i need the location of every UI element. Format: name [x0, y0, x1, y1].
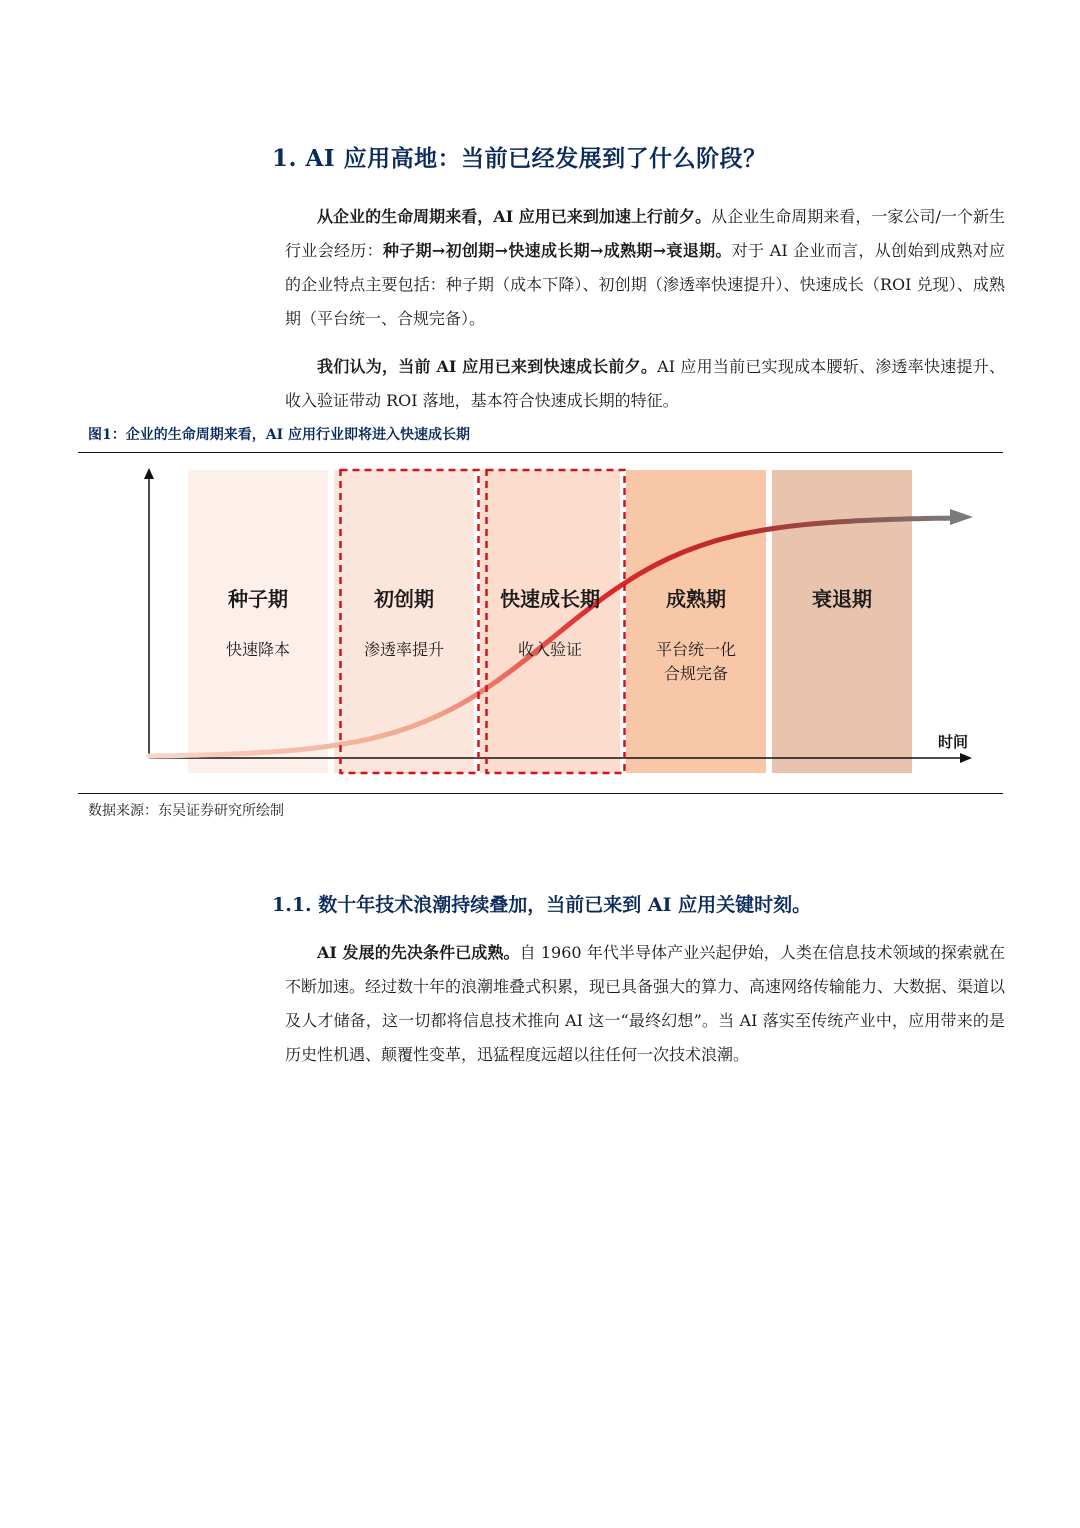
- stage-column-4: [626, 470, 766, 773]
- paragraph-lifecycle: [285, 200, 1005, 336]
- y-axis-arrow: [144, 468, 154, 479]
- paragraph-text: 从企业生命周期来看，一家公司/一个新生行业会经历：: [285, 207, 1005, 260]
- figure-top-rule: [78, 452, 1003, 453]
- subsection-title: 1.1. 数十年技术浪潮持续叠加，当前已来到 AI 应用关键时刻。: [272, 894, 812, 916]
- lifecycle-chart: [78, 455, 1003, 790]
- stage-column-5: [772, 470, 912, 773]
- figure-bottom-rule: [78, 793, 1003, 794]
- figure-caption: 图1：企业的生命周期来看，AI 应用行业即将进入快速成长期: [88, 427, 471, 443]
- paragraph-text: AI 应用当前已实现成本腰斩、渗透率快速提升、收入验证带动 ROI 落地，基本符合快速成长期的特征。: [285, 357, 1005, 410]
- figure-source: 数据来源：东吴证券研究所绘制: [88, 803, 284, 819]
- paragraph-emphasis: 种子期→初创期→快速成长期→成熟期→衰退期。: [382, 241, 732, 260]
- section-title: 1. AI 应用高地：当前已经发展到了什么阶段？: [272, 145, 767, 172]
- paragraph-prerequisites: [285, 936, 1005, 1072]
- stage-desc-2-1: 渗透率提升: [363, 640, 445, 659]
- stage-name-3: 快速成长期: [500, 587, 600, 611]
- stage-column-3: [480, 470, 620, 773]
- paragraph-lead: 从企业的生命周期来看，AI 应用已来到加速上行前夕。: [317, 207, 712, 226]
- paragraph-view: [285, 350, 1005, 418]
- stage-name-4: 成熟期: [666, 587, 726, 611]
- stage-desc-4-2: 合规完备: [663, 664, 729, 683]
- stage-name-5: 衰退期: [812, 587, 872, 611]
- curve-arrow: [950, 509, 973, 525]
- paragraph-lead: 我们认为，当前 AI 应用已来到快速成长前夕。: [317, 357, 658, 376]
- x-axis-arrow: [960, 753, 972, 763]
- stage-desc-4-1: 平台统一化: [655, 640, 737, 659]
- paragraph-text: 自 1960 年代半导体产业兴起伊始，人类在信息技术领域的探索就在不断加速。经过数十年的浪潮堆叠式积累，现已具备强大的算力、高速网络传输能力、大数据、渠道以及人才储备，这一切都将信息技术推向 AI 这一“最终幻想”。当 AI 落实至传统产业中，应用带来的是历史性机遇、颠覆性变革，迅猛程度远超以往任何一次技术浪潮。: [285, 943, 1006, 1064]
- paragraph-lead: AI 发展的先决条件已成熟。: [317, 943, 520, 962]
- paragraph-text: 对于 AI 企业而言，从创始到成熟对应的企业特点主要包括：种子期（成本下降）、初创期（渗透率快速提升）、快速成长（ROI 兑现）、成熟期（平台统一、合规完备）。: [285, 241, 1005, 328]
- stage-column-1: [188, 470, 328, 773]
- stage-desc-3-1: 收入验证: [517, 640, 583, 659]
- stage-name-1: 种子期: [228, 587, 288, 611]
- stage-desc-1-1: 快速降本: [225, 640, 291, 659]
- x-axis-label: 时间: [938, 733, 969, 751]
- stage-name-2: 初创期: [374, 587, 434, 611]
